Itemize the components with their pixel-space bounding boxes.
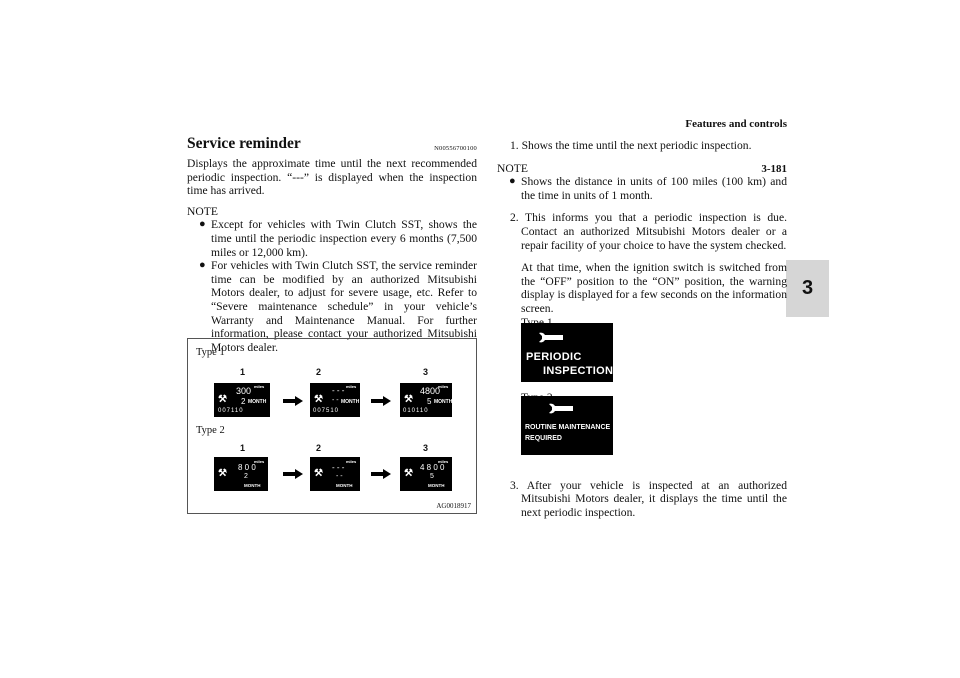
header-title: Features and controls — [685, 118, 787, 130]
list-item-2: 2. This informs you that a periodic inspection is due. Contact an authorized Mitsubishi Motors dealer or a repair facility of your choice to have the system checked. — [510, 211, 787, 252]
wrench-icon: ⚒ — [218, 394, 227, 405]
section-title: Service reminder — [187, 135, 301, 152]
figure-num: 2 — [316, 443, 322, 453]
wrench-icon: ⚒ — [314, 394, 323, 405]
service-reminder-figure — [187, 338, 477, 514]
wrench-icon: ⚒ — [218, 468, 227, 479]
note-item: ● For vehicles with Twin Clutch SST, the service reminder time can be modified by an authorized Mitsubishi Motors dealer, to adjust for severe usage, etc. Refer to “Severe maintenance schedule” in your vehicle’s Warranty and Maintenance Manual. For further information, please contact your authorized Mitsubishi Motors dealer. — [199, 259, 477, 354]
bullet-icon: ● — [509, 175, 516, 188]
arrow-right-icon — [283, 469, 303, 479]
wrench-icon — [535, 331, 565, 347]
list-item-3: 3. After your vehicle is inspected at an authorized Mitsubishi Motors dealer, it displays the time until the next periodic inspection. — [510, 478, 787, 519]
figure-type2-label: Type 2 — [196, 425, 225, 436]
figure-type1-label: Type 1 — [196, 347, 225, 358]
type1-screen-2: ⚒ - - - miles - - MONTH 007510 — [310, 383, 360, 417]
periodic-inspection-screen: PERIODIC INSPECTION — [521, 323, 613, 382]
note-label: NOTE — [187, 204, 218, 218]
wrench-icon: ⚒ — [404, 468, 413, 479]
bullet-icon: ● — [199, 259, 206, 272]
list-item-2-detail: At that time, when the ignition switch is switched from the “OFF” position to the “ON” position, the warning display is displayed for a few seconds on the information screen. — [521, 261, 787, 315]
figure-num: 3 — [423, 367, 429, 377]
arrow-right-icon — [371, 396, 391, 406]
routine-maintenance-screen: ROUTINE MAINTENANCE REQUIRED — [521, 396, 613, 455]
type1-screen-1: ⚒ 300 miles 2 MONTH 007110 — [214, 383, 270, 417]
type2-screen-3: ⚒ miles 4 8 0 0 5 MONTH — [400, 457, 452, 491]
wrench-icon: ⚒ — [314, 468, 323, 479]
type2-screen-1: ⚒ miles 8 0 0 2 MONTH — [214, 457, 268, 491]
note-label: NOTE — [497, 161, 528, 175]
figure-num: 3 — [423, 443, 429, 453]
note-item: ● Except for vehicles with Twin Clutch SST, shows the time until the periodic inspection every 6 months (7,500 miles or 12,000 km). — [199, 218, 477, 259]
type1-screen-3: ⚒ 4800 miles 5 MONTH 010110 — [400, 383, 452, 417]
type2-screen-2: ⚒ miles - - - - - MONTH — [310, 457, 360, 491]
figure-num: 2 — [316, 367, 322, 377]
wrench-icon: ⚒ — [404, 394, 413, 405]
figure-num: 1 — [240, 443, 246, 453]
left-column — [187, 137, 477, 354]
note-item: ● Shows the distance in units of 100 miles (100 km) and the time in units of 1 month. — [509, 175, 787, 202]
arrow-right-icon — [371, 469, 391, 479]
figure-code: AG0018917 — [436, 502, 471, 510]
figure-num: 1 — [240, 367, 246, 377]
arrow-right-icon — [283, 396, 303, 406]
wrench-icon — [545, 402, 575, 418]
section-code: N00556700100 — [434, 145, 477, 152]
chapter-tab: 3 — [786, 260, 829, 317]
list-item-1: 1. Shows the time until the next periodic inspection. — [510, 139, 752, 152]
intro-paragraph: Displays the approximate time until the next recommended periodic inspection. “---” is displayed when the inspection time has arrived. — [187, 157, 477, 198]
bullet-icon: ● — [199, 218, 206, 231]
page-number: 3-181 — [761, 163, 787, 175]
